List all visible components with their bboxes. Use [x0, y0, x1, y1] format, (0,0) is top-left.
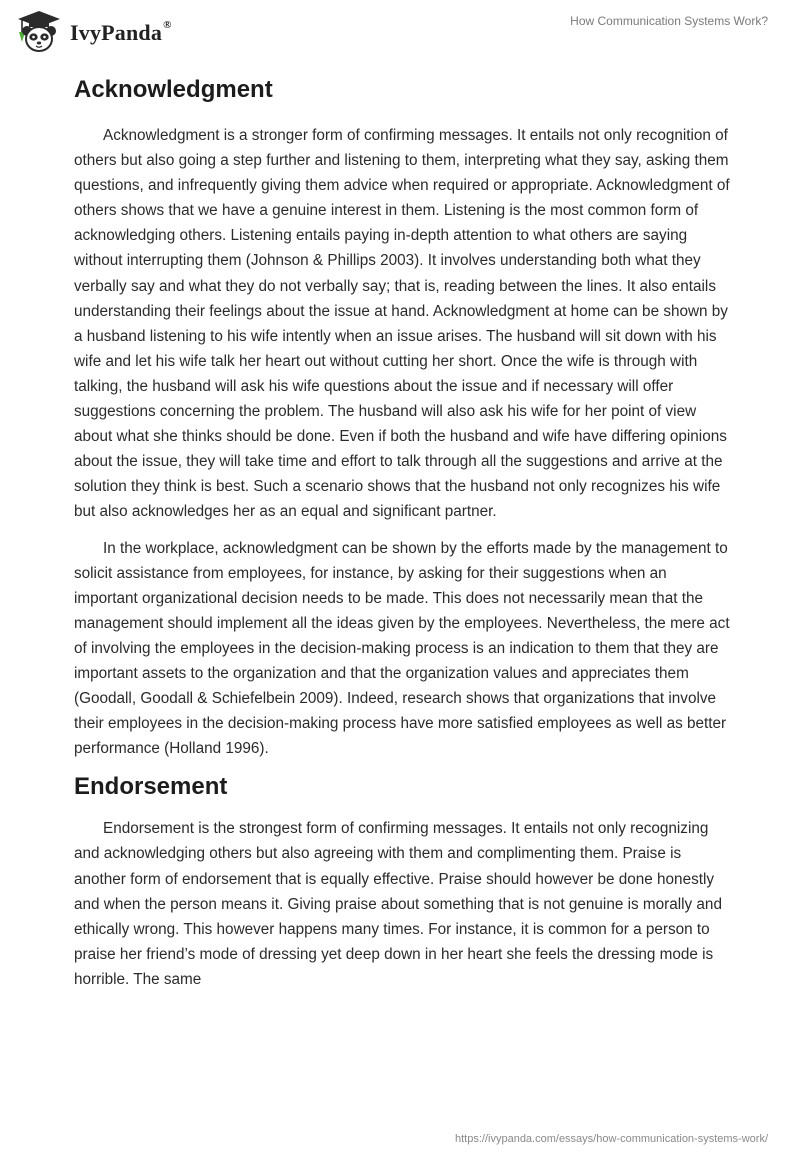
ivypanda-logo[interactable]: [14, 8, 172, 56]
panda-graduate-icon: [14, 10, 64, 54]
essay-body: [74, 70, 730, 992]
document-title: How Communication Systems Work?: [570, 14, 768, 28]
paragraph: Acknowledgment is a stronger form of confirming messages. It entails not only recognition of others but also going a step further and listening to them, interpreting what they say, asking them questions, and infrequently giving them advice when required or appropriate. Acknowledgment of others shows that we have a genuine interest in them. Listening is the most common form of acknowledging others. Listening entails paying in-depth attention to what others are saying without interrupting them (Johnson & Phillips 2003). It involves understanding both what they verbally say and what they do not verbally say; that is, reading between the lines. It also entails understanding their feelings about the issue at hand. Acknowledgment at home can be shown by a husband listening to his wife intently when an issue arises. The husband will sit down with his wife and let his wife talk her heart out without cutting her short. Once the wife is through with talking, the husband will ask his wife questions about the issue and if necessary will offer suggestions concerning the problem. The husband will also ask his wife for her point of view about what she thinks should be done. Even if both the husband and wife have differing opinions about the issue, they will take time and effort to talk through all the suggestions and arrive at the solution they think is best. Such a scenario shows that the husband not only recognizes his wife but also acknowledges her as an equal and significant partner.: [74, 127, 730, 521]
brand-name: IvyPanda®: [70, 18, 172, 45]
paragraph: In the workplace, acknowledgment can be shown by the efforts made by the management to solicit assistance from employees, for instance, by asking for their suggestions when an important organizational decision needs to be made. This does not necessarily mean that the management should implement all the ideas given by the employees. Nevertheless, the mere act of involving the employees in the decision-making process is an indication to them that they are important assets to the organization and that the organization values and appreciates them (Goodall, Goodall & Schiefelbein 2009). Indeed, research shows that organizations that involve their employees in the decision-making process have more satisfied employees as well as better performance (Holland 1996).: [74, 539, 730, 758]
paragraph: Endorsement is the strongest form of confirming messages. It entails not only recognizing and acknowledging others but also agreeing with them and complimenting them. Praise is another form of endorsement that is equally effective. Praise should however be done honestly and when the person means it. Giving praise about something that is not genuine is morally and ethically wrong. This however happens many times. For instance, it is common for a person to praise her friend’s mode of dressing yet deep down in her heart she feels the dressing mode is horrible. The same: [74, 820, 722, 988]
registered-mark: ®: [163, 18, 172, 31]
source-url-link[interactable]: https://ivypanda.com/essays/how-communication-systems-work/: [455, 1133, 768, 1145]
section-heading-endorsement: Endorsement: [74, 773, 228, 801]
section-heading-acknowledgment: Acknowledgment: [74, 76, 273, 103]
